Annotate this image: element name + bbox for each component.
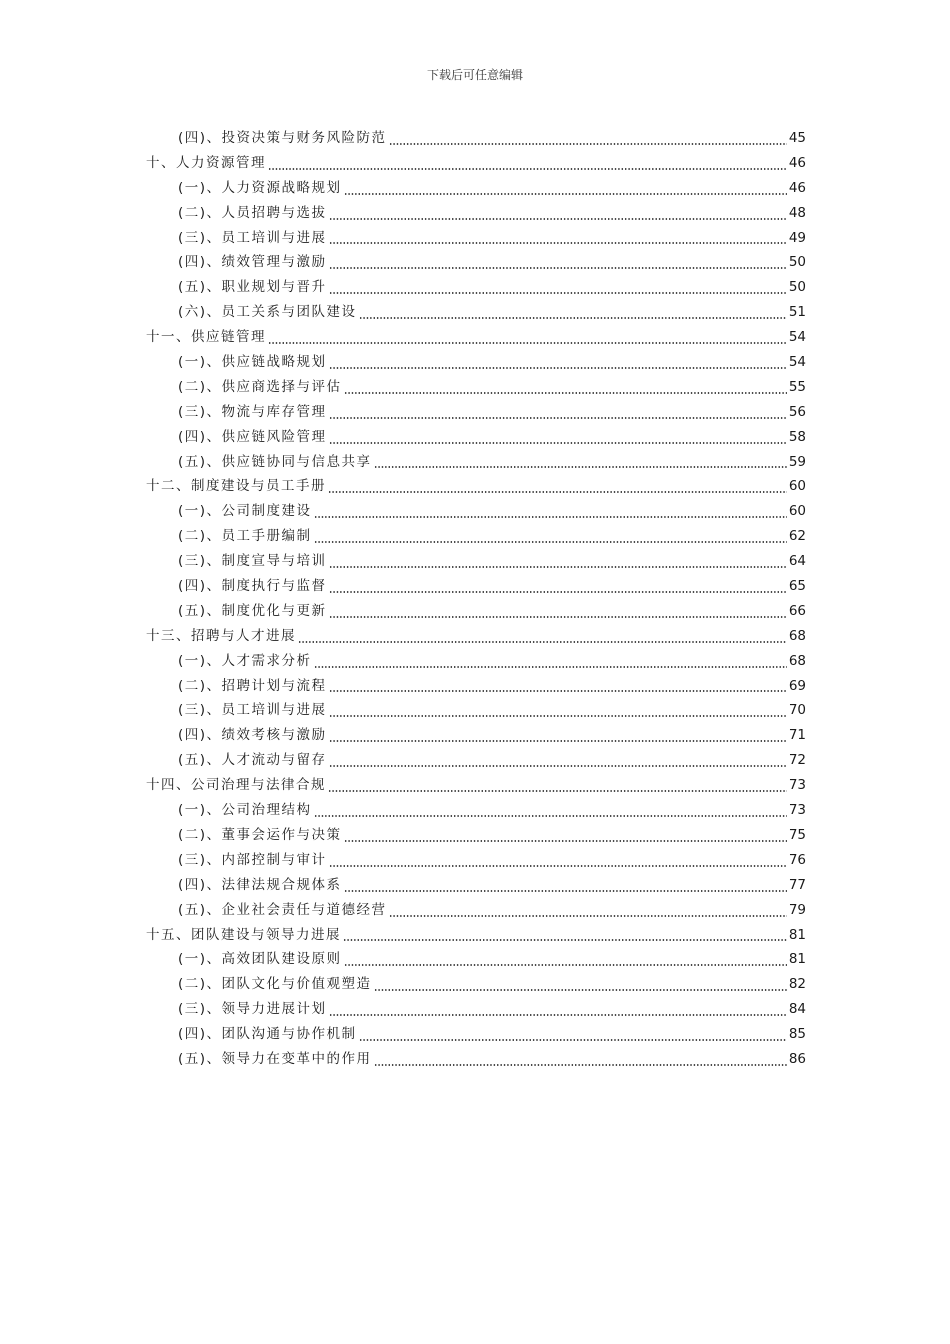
toc-entry-title: (一)、供应链战略规划 — [178, 354, 327, 371]
toc-entry-title: (五)、供应链协同与信息共享 — [178, 453, 372, 470]
toc-entry-title: (一)、高效团队建设原则 — [178, 951, 342, 968]
toc-entry-page-number: 46 — [788, 154, 806, 171]
toc-entry-page-number: 66 — [788, 602, 806, 619]
toc-entry-page-number: 55 — [788, 378, 806, 395]
toc-dot-leader — [329, 566, 787, 568]
toc-entry-page-number: 84 — [788, 1001, 806, 1018]
toc-entry-title: (三)、物流与库存管理 — [178, 403, 327, 420]
toc-dot-leader — [389, 915, 787, 917]
toc-entry-page-number: 81 — [788, 951, 806, 968]
toc-dot-leader — [329, 715, 787, 717]
toc-section-entry[interactable] — [146, 823, 806, 848]
toc-dot-leader — [344, 964, 787, 966]
toc-entry-title: 十五、团队建设与领导力进展 — [146, 926, 341, 943]
toc-entry-page-number: 69 — [788, 677, 806, 694]
toc-entry-page-number: 85 — [788, 1026, 806, 1043]
page-header: 下载后可任意编辑 — [426, 68, 523, 82]
toc-entry-title: (一)、公司治理结构 — [178, 802, 312, 819]
toc-section-entry[interactable] — [146, 201, 806, 226]
toc-section-entry[interactable] — [146, 997, 806, 1022]
toc-dot-leader — [314, 516, 787, 518]
toc-entry-page-number: 60 — [788, 478, 806, 495]
toc-section-entry[interactable] — [146, 226, 806, 251]
toc-dot-leader — [329, 267, 787, 269]
toc-chapter-entry[interactable] — [146, 474, 806, 499]
toc-chapter-entry[interactable] — [146, 923, 806, 948]
toc-dot-leader — [329, 292, 787, 294]
toc-entry-page-number: 73 — [788, 802, 806, 819]
toc-entry-title: (二)、员工手册编制 — [178, 528, 312, 545]
toc-section-entry[interactable] — [146, 798, 806, 823]
toc-entry-title: (二)、人员招聘与选拔 — [178, 204, 327, 221]
toc-entry-title: (一)、人力资源战略规划 — [178, 179, 342, 196]
toc-dot-leader — [344, 890, 787, 892]
toc-entry-title: (三)、员工培训与进展 — [178, 702, 327, 719]
toc-entry-page-number: 58 — [788, 428, 806, 445]
toc-entry-page-number: 72 — [788, 752, 806, 769]
toc-entry-title: (四)、制度执行与监督 — [178, 578, 327, 595]
toc-entry-page-number: 68 — [788, 627, 806, 644]
toc-section-entry[interactable] — [146, 1022, 806, 1047]
toc-entry-title: (五)、制度优化与更新 — [178, 602, 327, 619]
toc-dot-leader — [329, 865, 787, 867]
toc-entry-page-number: 81 — [788, 926, 806, 943]
toc-section-entry[interactable] — [146, 250, 806, 275]
toc-dot-leader — [298, 641, 787, 643]
toc-section-entry[interactable] — [146, 599, 806, 624]
toc-dot-leader — [374, 989, 787, 991]
toc-entry-title: (三)、制度宣导与培训 — [178, 553, 327, 570]
toc-entry-title: (二)、团队文化与价值观塑造 — [178, 976, 372, 993]
toc-entry-page-number: 51 — [788, 304, 806, 321]
toc-dot-leader — [389, 143, 787, 145]
toc-section-entry[interactable] — [146, 450, 806, 475]
toc-entry-page-number: 45 — [788, 130, 806, 146]
toc-dot-leader — [314, 666, 787, 668]
toc-entry-page-number: 62 — [788, 528, 806, 545]
toc-entry-title: (四)、供应链风险管理 — [178, 428, 327, 445]
toc-section-entry[interactable] — [146, 176, 806, 201]
toc-section-entry[interactable] — [146, 350, 806, 375]
toc-dot-leader — [344, 840, 787, 842]
toc-chapter-entry[interactable] — [146, 624, 806, 649]
toc-entry-title: (三)、领导力进展计划 — [178, 1001, 327, 1018]
toc-chapter-entry[interactable] — [146, 151, 806, 176]
toc-entry-page-number: 71 — [788, 727, 806, 744]
toc-section-entry[interactable] — [146, 574, 806, 599]
toc-dot-leader — [268, 342, 787, 344]
toc-entry-title: (三)、内部控制与审计 — [178, 851, 327, 868]
toc-entry-title: (六)、员工关系与团队建设 — [178, 304, 357, 321]
toc-entry-page-number: 82 — [788, 976, 806, 993]
toc-section-entry[interactable] — [146, 126, 806, 151]
toc-entry-page-number: 65 — [788, 578, 806, 595]
toc-dot-leader — [314, 815, 787, 817]
toc-entry-page-number: 59 — [788, 453, 806, 470]
toc-entry-title: (五)、人才流动与留存 — [178, 752, 327, 769]
toc-section-entry[interactable] — [146, 723, 806, 748]
toc-entry-title: (四)、绩效考核与激励 — [178, 727, 327, 744]
toc-entry-page-number: 50 — [788, 279, 806, 296]
toc-dot-leader — [344, 392, 787, 394]
toc-entry-page-number: 49 — [788, 229, 806, 246]
toc-dot-leader — [329, 616, 787, 618]
toc-dot-leader — [329, 591, 787, 593]
toc-dot-leader — [343, 939, 787, 941]
toc-section-entry[interactable] — [146, 549, 806, 574]
toc-entry-title: (三)、员工培训与进展 — [178, 229, 327, 246]
toc-entry-title: (五)、企业社会责任与道德经营 — [178, 901, 387, 918]
toc-entry-page-number: 54 — [788, 329, 806, 346]
toc-entry-title: (二)、董事会运作与决策 — [178, 826, 342, 843]
toc-entry-page-number: 86 — [788, 1050, 806, 1067]
toc-dot-leader — [329, 218, 787, 220]
toc-entry-title: (二)、供应商选择与评估 — [178, 378, 342, 395]
toc-entry-page-number: 54 — [788, 354, 806, 371]
toc-section-entry[interactable] — [146, 499, 806, 524]
toc-section-entry[interactable] — [146, 873, 806, 898]
toc-section-entry[interactable] — [146, 674, 806, 699]
toc-chapter-entry[interactable] — [146, 773, 806, 798]
toc-section-entry[interactable] — [146, 748, 806, 773]
toc-entry-title: (四)、法律法规合规体系 — [178, 876, 342, 893]
toc-section-entry[interactable] — [146, 947, 806, 972]
toc-entry-page-number: 79 — [788, 901, 806, 918]
toc-entry-title: 十一、供应链管理 — [146, 329, 266, 346]
toc-entry-page-number: 60 — [788, 503, 806, 520]
toc-dot-leader — [374, 466, 787, 468]
toc-section-entry[interactable] — [146, 275, 806, 300]
toc-entry-page-number: 70 — [788, 702, 806, 719]
toc-dot-leader — [329, 442, 787, 444]
toc-section-entry[interactable] — [146, 375, 806, 400]
toc-entry-title: (四)、团队沟通与协作机制 — [178, 1026, 357, 1043]
toc-dot-leader — [359, 317, 787, 319]
toc-entry-title: 十二、制度建设与员工手册 — [146, 478, 326, 495]
toc-entry-title: (一)、公司制度建设 — [178, 503, 312, 520]
toc-dot-leader — [374, 1064, 787, 1066]
toc-entry-title: 十三、招聘与人才进展 — [146, 627, 296, 644]
toc-dot-leader — [329, 367, 787, 369]
toc-entry-page-number: 75 — [788, 826, 806, 843]
toc-entry-title: (四)、绩效管理与激励 — [178, 254, 327, 271]
toc-entry-title: (五)、领导力在变革中的作用 — [178, 1050, 372, 1067]
toc-entry-page-number: 46 — [788, 179, 806, 196]
toc-entry-page-number: 64 — [788, 553, 806, 570]
toc-entry-page-number: 68 — [788, 652, 806, 669]
toc-section-entry[interactable] — [146, 898, 806, 923]
toc-entry-page-number: 48 — [788, 204, 806, 221]
toc-dot-leader — [314, 541, 787, 543]
toc-section-entry[interactable] — [146, 698, 806, 723]
toc-section-entry[interactable] — [146, 300, 806, 325]
toc-dot-leader — [328, 790, 787, 792]
toc-chapter-entry[interactable] — [146, 325, 806, 350]
toc-entry-page-number: 76 — [788, 851, 806, 868]
toc-dot-leader — [359, 1039, 787, 1041]
toc-entry-page-number: 73 — [788, 777, 806, 794]
toc-section-entry[interactable] — [146, 400, 806, 425]
toc-dot-leader — [328, 491, 787, 493]
toc-entry-page-number: 50 — [788, 254, 806, 271]
toc-entry-title: (四)、投资决策与财务风险防范 — [178, 130, 387, 146]
toc-entry-title: 十、人力资源管理 — [146, 154, 266, 171]
toc-dot-leader — [329, 417, 787, 419]
toc-section-entry[interactable] — [146, 524, 806, 549]
toc-entry-title: (五)、职业规划与晋升 — [178, 279, 327, 296]
table-of-contents — [146, 126, 806, 1072]
toc-entry-title: 十四、公司治理与法律合规 — [146, 777, 326, 794]
toc-dot-leader — [329, 690, 787, 692]
toc-section-entry[interactable] — [146, 848, 806, 873]
toc-section-entry[interactable] — [146, 649, 806, 674]
toc-entry-title: (二)、招聘计划与流程 — [178, 677, 327, 694]
toc-dot-leader — [329, 1014, 787, 1016]
toc-dot-leader — [268, 168, 787, 170]
toc-dot-leader — [329, 740, 787, 742]
toc-section-entry[interactable] — [146, 425, 806, 450]
toc-section-entry[interactable] — [146, 1047, 806, 1072]
toc-entry-page-number: 56 — [788, 403, 806, 420]
toc-entry-title: (一)、人才需求分析 — [178, 652, 312, 669]
toc-dot-leader — [329, 242, 787, 244]
toc-dot-leader — [329, 765, 787, 767]
toc-entry-page-number: 77 — [788, 876, 806, 893]
toc-section-entry[interactable] — [146, 972, 806, 997]
toc-dot-leader — [344, 193, 787, 195]
